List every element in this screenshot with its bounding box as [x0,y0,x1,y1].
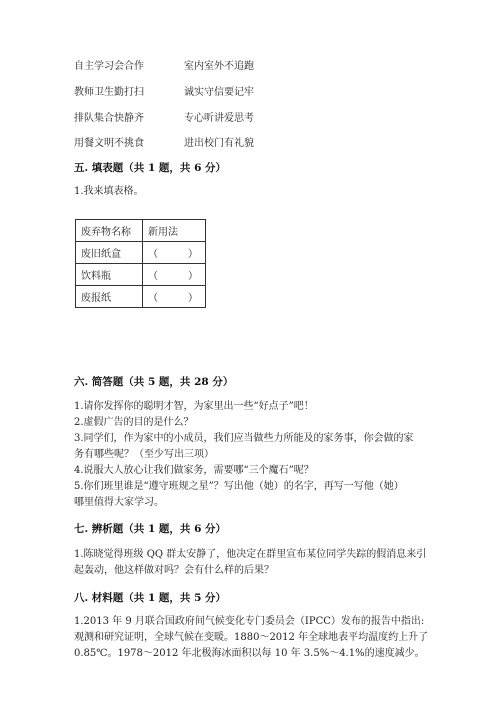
section-7-line: 1.陈晓觉得班级 QQ 群太安静了，他决定在群里宣布某位同学失踪的假消息来引 [74,549,427,560]
table-header-row [76,220,206,242]
section-6-line: 3.同学们，作为家中的小成员，我们应当做些力所能及的家务事，你会做的家 [74,433,414,444]
table-row [76,264,206,286]
table-row [76,286,206,308]
table-cell: 废报纸 [76,286,143,308]
matching-row [74,136,454,152]
section-6-line: 哪里值得大家学习。 [74,497,164,508]
section-6-line: 2.虚假广告的目的是什么？ [74,417,194,428]
table-cell: （ ） [143,264,206,286]
section-5-question: 1.我来填表格。 [74,186,144,197]
table-header-cell: 废弃物名称 [76,220,143,242]
table-header-cell: 新用法 [143,220,206,242]
section-6-line: 5.你们班里谁是“遵守班规之星”？写出他（她）的名字，再写一写他（她） [74,481,404,492]
table-cell: 废旧纸盒 [76,242,143,264]
section-6-line: 务有哪些呢？（至少写出三项） [74,449,214,460]
matching-left: 用餐文明不挑食 [74,138,144,149]
matching-right: 进出校门有礼貌 [184,138,254,149]
table-cell: 饮料瓶 [76,264,143,286]
table-row [76,242,206,264]
matching-row [74,59,454,75]
matching-right: 专心听讲爱思考 [184,113,254,124]
section-6-line: 4.说服大人放心让我们做家务，需要哪“三个魔石”呢？ [74,465,314,476]
fill-table [75,219,206,308]
section-6-line: 1.请你发挥你的聪明才智，为家里出一些“好点子”吧！ [74,401,314,412]
section-6-title: 六. 简答题（共 5 题，共 28 分） [74,376,234,388]
matching-row [74,111,454,127]
matching-right: 诚实守信要记牢 [184,87,254,98]
table-cell: （ ） [143,286,206,308]
section-8-line: 0.85℃。1978～2012 年北极海冰面积以每 10 年 3.5%～4.1%的速度减少。 [74,648,425,659]
section-8-line: 观测和研究证明，全球气候在变暖。1880～2012 年全球地表平均温度约上升了 [74,632,429,643]
section-7-line: 起轰动，他这样做对吗？会有什么样的后果？ [74,565,274,576]
table-cell: （ ） [143,242,206,264]
matching-left: 教师卫生勤打扫 [74,87,144,98]
matching-right: 室内室外不追跑 [184,61,254,72]
matching-row [74,85,454,101]
matching-left: 自主学习会合作 [74,61,144,72]
section-7-title: 七. 辨析题（共 1 题，共 6 分） [74,523,227,535]
section-8-line: 1.2013 年 9 月联合国政府间气候变化专门委员会（IPCC）发布的报告中指出: [74,616,425,627]
section-8-title: 八. 材料题（共 1 题，共 5 分） [74,592,227,604]
matching-left: 排队集合快静齐 [74,113,144,124]
section-5-title: 五. 填表题（共 1 题，共 6 分） [74,162,227,174]
